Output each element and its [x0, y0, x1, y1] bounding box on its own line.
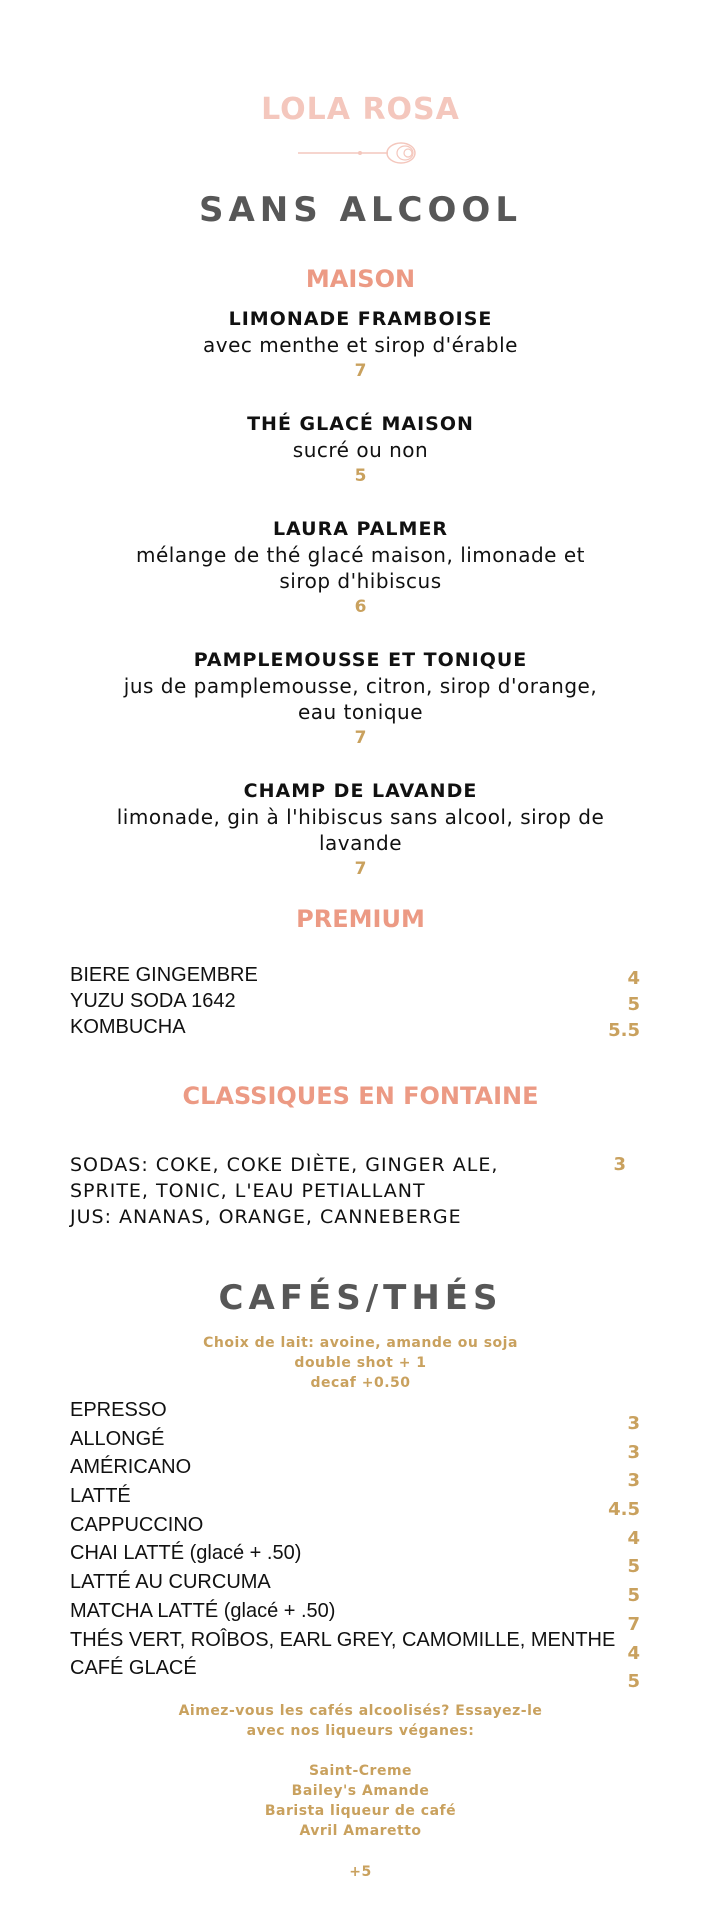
list-item: [70, 1511, 640, 1549]
liqueur-item: Barista liqueur de café: [264, 1803, 457, 1819]
item-name: BIERE GINGEMBRE: [70, 964, 258, 986]
fontaine-line: SODAS: COKE, COKE DIÈTE, GINGER ALE,: [70, 1154, 499, 1176]
list-item: [70, 1425, 640, 1463]
item-price: 4.5: [608, 1499, 640, 1521]
whisk-logo-icon: [296, 138, 426, 168]
item-name: CHAMP DE LAVANDE: [243, 780, 478, 802]
liqueur-price: +5: [349, 1864, 372, 1880]
list-item: [70, 1597, 640, 1635]
item-description: mélange de thé glacé maison, limonade et sirop d'hibiscus: [136, 543, 585, 593]
item-name: PAMPLEMOUSSE ET TONIQUE: [193, 649, 528, 671]
item-name: CAFÉ GLACÉ: [70, 1657, 197, 1680]
item-name: LATTÉ AU CURCUMA: [70, 1571, 271, 1594]
premium-list: [70, 962, 640, 1040]
item-description: sucré ou non: [292, 438, 429, 462]
list-item: [70, 988, 640, 1014]
list-item: [70, 1539, 640, 1578]
list-item: [70, 1396, 640, 1434]
menu-item: [110, 516, 611, 620]
item-name: LAURA PALMER: [272, 518, 449, 540]
liqueur-item: Avril Amaretto: [299, 1823, 422, 1839]
item-name: ALLONGÉ: [70, 1427, 165, 1450]
item-price: 7: [354, 859, 367, 879]
cafes-list: [70, 1396, 640, 1693]
item-price: 4: [627, 1527, 640, 1549]
list-item: [70, 1453, 640, 1492]
item-price: 5: [627, 994, 640, 1015]
item-price: 3: [627, 1441, 640, 1463]
item-price: 4: [627, 968, 640, 989]
item-name: AMÉRICANO: [70, 1456, 192, 1479]
liqueur-item: Saint-Creme: [308, 1763, 413, 1779]
item-price: 5: [354, 466, 367, 486]
brand-name: LOLA ROSA: [261, 92, 460, 127]
item-price: 5.5: [608, 1020, 640, 1041]
item-price: 3: [627, 1413, 640, 1434]
section-title-premium: PREMIUM: [296, 905, 425, 933]
list-item: [70, 1654, 640, 1693]
milk-options-note: Choix de lait: avoine, amande ou soja: [203, 1335, 518, 1351]
liqueur-item: Bailey's Amande: [291, 1783, 430, 1799]
list-item: [70, 1568, 640, 1607]
item-name: THÉS VERT, ROÎBOS, EARL GREY, CAMOMILLE, MENTHE: [70, 1628, 616, 1651]
section-title-cafes: CAFÉS/THÉS: [218, 1278, 503, 1318]
item-description: limonade, gin à l'hibiscus sans alcool, sirop de lavande: [116, 805, 605, 855]
list-item: [70, 1482, 640, 1521]
double-shot-note: double shot + 1: [294, 1355, 427, 1371]
item-price: 4: [627, 1642, 640, 1664]
fontaine-block: [70, 1152, 640, 1230]
item-name: MATCHA LATTÉ (glacé + .50): [70, 1599, 336, 1622]
item-price: 7: [354, 361, 367, 381]
item-description: jus de pamplemousse, citron, sirop d'orange, eau tonique: [123, 674, 598, 724]
fontaine-line: SPRITE, TONIC, L'EAU PETIALLANT: [70, 1180, 426, 1202]
list-item: [70, 1626, 640, 1664]
menu-item: [110, 411, 611, 489]
liqueur-intro: Aimez-vous les cafés alcoolisés? Essayez-le: [178, 1703, 543, 1719]
fontaine-line: JUS: ANANAS, ORANGE, CANNEBERGE: [70, 1206, 462, 1228]
menu-item: [110, 647, 611, 751]
item-price: 5: [627, 1671, 640, 1693]
section-title-fontaine: CLASSIQUES EN FONTAINE: [182, 1082, 539, 1110]
page-title: SANS ALCOOL: [199, 190, 522, 230]
item-description: avec menthe et sirop d'érable: [203, 333, 518, 357]
item-price: 5: [627, 1585, 640, 1607]
item-name: THÉ GLACÉ MAISON: [247, 413, 474, 435]
list-item: [70, 962, 640, 988]
item-name: LIMONADE FRAMBOISE: [228, 308, 493, 330]
item-name: EPRESSO: [70, 1399, 167, 1421]
item-price: 5: [627, 1556, 640, 1578]
list-item: [70, 1014, 640, 1040]
menu-item: [110, 778, 611, 882]
decaf-note: decaf +0.50: [310, 1375, 411, 1391]
item-name: YUZU SODA 1642: [70, 990, 236, 1012]
item-price: 7: [354, 728, 367, 748]
section-title-maison: MAISON: [305, 265, 416, 293]
item-price: 3: [627, 1470, 640, 1492]
item-name: CHAI LATTÉ (glacé + .50): [70, 1542, 302, 1565]
item-price: 6: [354, 597, 367, 617]
menu-item: [110, 306, 611, 384]
item-name: LATTÉ: [70, 1485, 131, 1508]
liqueur-intro: avec nos liqueurs véganes:: [246, 1723, 475, 1739]
item-name: CAPPUCCINO: [70, 1513, 204, 1536]
item-price: 7: [627, 1613, 640, 1635]
item-price: 3: [613, 1154, 626, 1175]
item-name: KOMBUCHA: [70, 1016, 186, 1038]
